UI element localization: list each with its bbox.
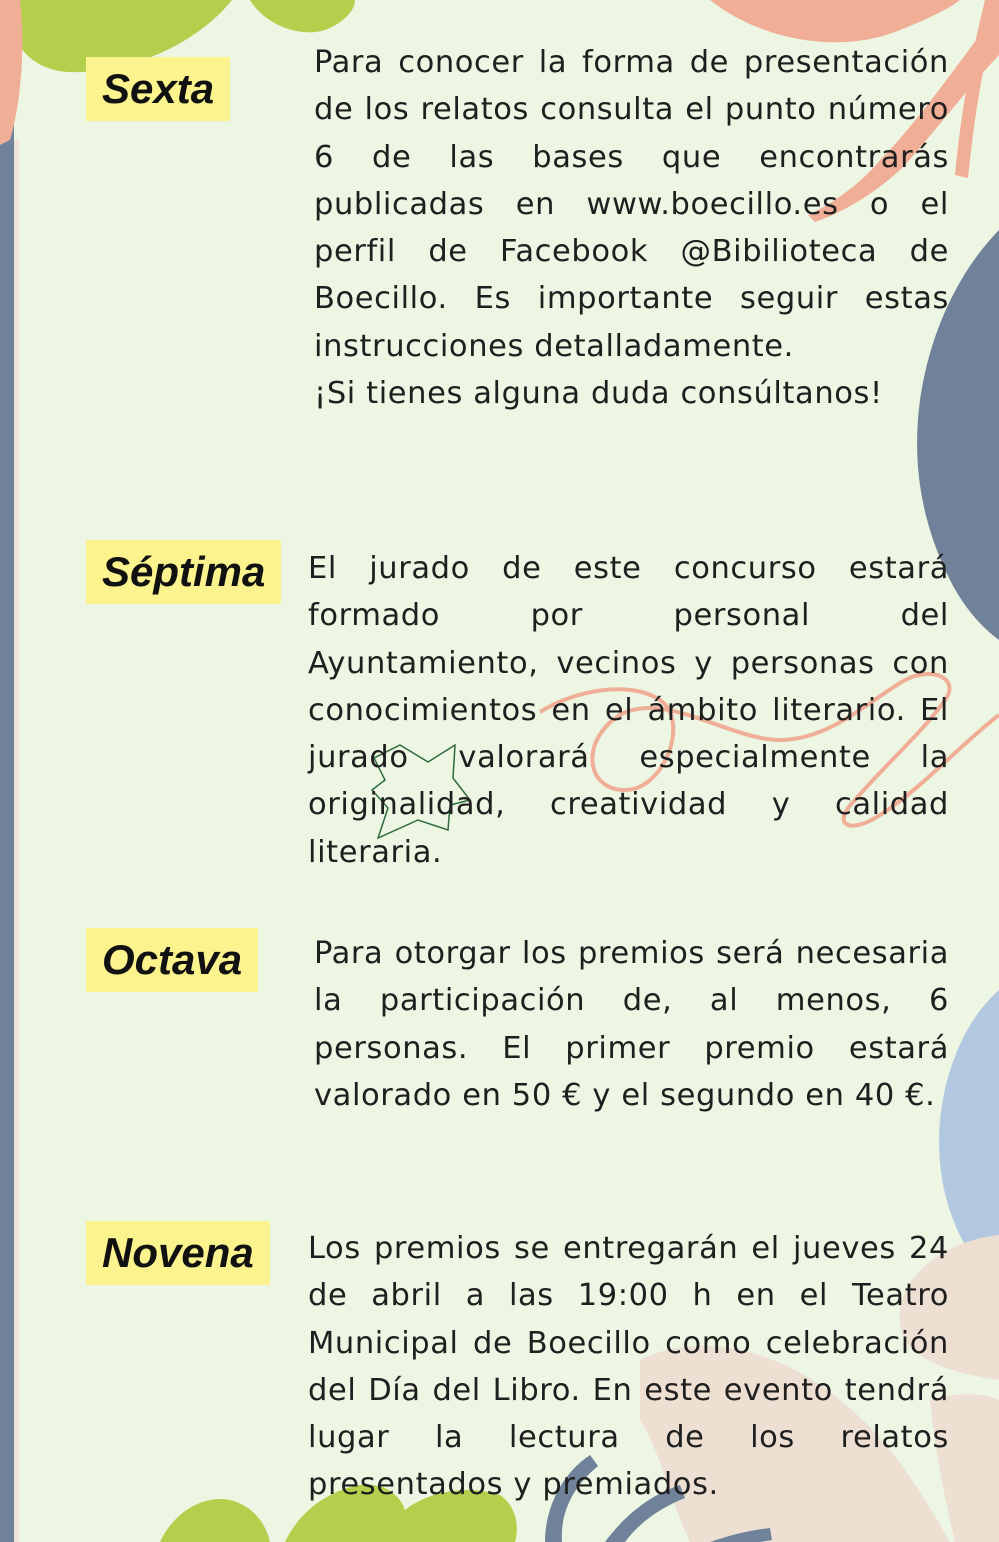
section-label: Sexta (86, 57, 230, 121)
section-body (308, 545, 949, 876)
section-paragraph: Para conocer la forma de presentación de los relatos consulta el punto número 6 de las bases que encontrarás publicadas en www.boecillo.es o el perfil de Facebook @Bibilioteca de Boecillo. Es importante seguir estas instrucciones detalladamente. (314, 45, 949, 364)
section-body (308, 1225, 949, 1509)
section-label: Séptima (86, 540, 281, 604)
section-paragraph: Los premios se entregarán el jueves 24 de abril a las 19:00 h en el Teatro Municipal de Boecillo como celebración del Día del Libro. En este evento tendrá lugar la lectura de los relatos presentados y premiados. (308, 1231, 949, 1503)
top-left-coral (0, 0, 22, 145)
section-paragraph: El jurado de este concurso estará formado por personal del Ayuntamiento, vecinos y personas con conocimientos en el ámbito literario. El jurado valorará especialmente la originalidad, creatividad y calidad literaria. (308, 551, 949, 870)
section-label: Octava (86, 928, 258, 992)
left-cream-bar (14, 140, 19, 1542)
section-body (314, 930, 949, 1119)
top-right-coral-arc (710, 0, 960, 42)
section-body (314, 39, 949, 417)
left-slate-bar (0, 110, 14, 1542)
bottom-green-leaf-left (160, 1499, 270, 1542)
section-paragraph: ¡Si tienes alguna duda consúltanos! (314, 376, 883, 412)
section-paragraph: Para otorgar los premios será necesaria la participación de, al menos, 6 personas. El primer premio estará valorado en 50 € y el segundo en 40 €. (314, 936, 949, 1113)
top-green-leaf-right (250, 0, 355, 32)
section-label: Novena (86, 1221, 270, 1285)
